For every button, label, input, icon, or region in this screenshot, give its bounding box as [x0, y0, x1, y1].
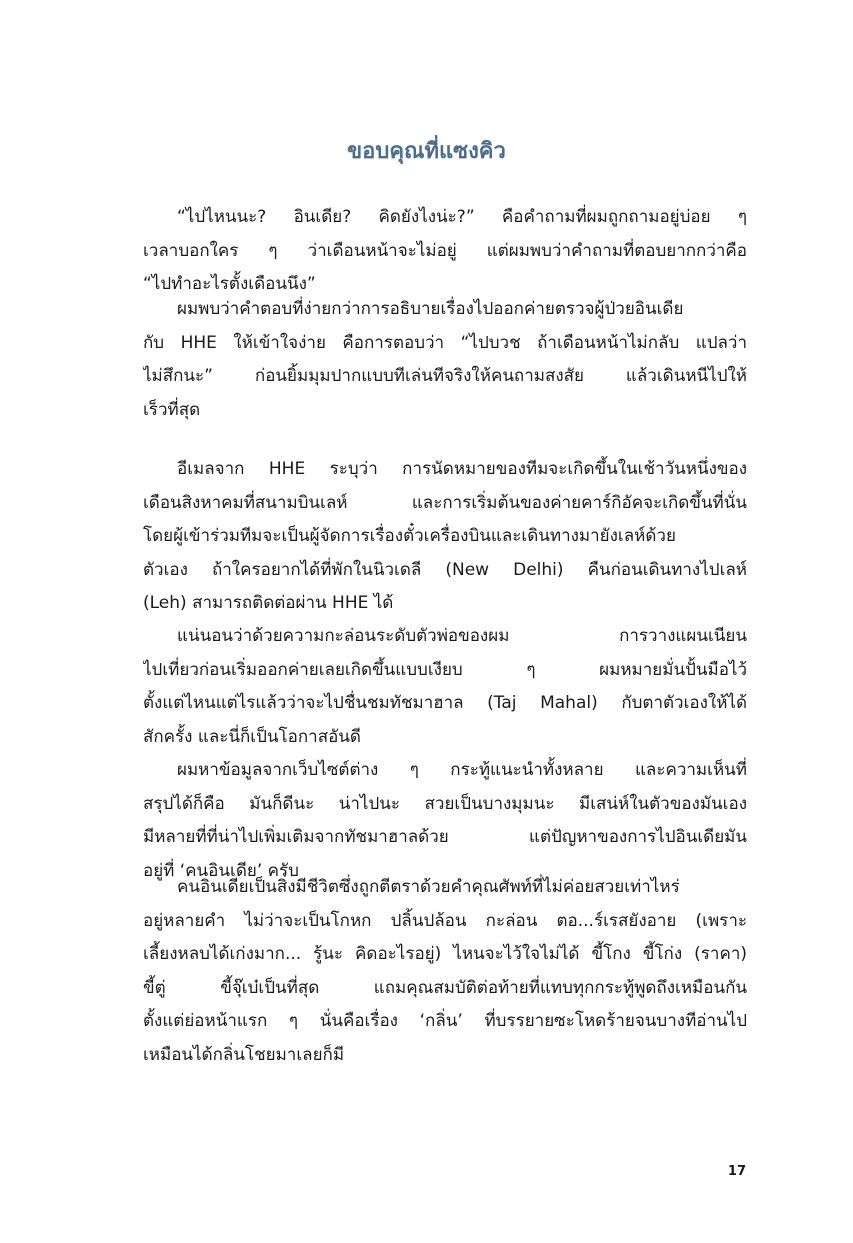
text-line: ตั้งแต่ไหนแต่ไรแล้วว่าจะไปชื่นชมทัชมาฮาล (Taj Mahal) กับตาตัวเองให้ได้ [143, 693, 747, 713]
text-line: อยู่หลายคำ ไม่ว่าจะเป็นโกหก ปลิ้นปล้อน กะล่อน ตอ...ร์เรสยังอาย (เพราะ [143, 910, 747, 931]
text-line: “ไปไหนนะ? อินเดีย? คิดยังไงน่ะ?” คือคำถามที่ผมถูกถามอยู่บ่อย ๆ [177, 207, 747, 227]
text-line: อีเมลจาก HHE ระบุว่า การนัดหมายของทีมจะเกิดขึ้นในเช้าวันหนึ่งของ [177, 459, 747, 479]
text-line: สักครั้ง และนี่ก็เป็นโอกาสอันดี [143, 726, 361, 747]
text-line: ผมพบว่าคำตอบที่ง่ายกว่าการอธิบายเรื่องไปออกค่ายตรวจผู้ป่วยอินเดีย [177, 299, 684, 319]
text-line: ไปเที่ยวก่อนเริ่มออกค่ายเลยเกิดขึ้นแบบเงียบ ๆ ผมหมายมั่นปั้นมือไว้ [143, 659, 747, 680]
text-line: แน่นอนว่าด้วยความกะล่อนระดับตัวพ่อของผม การวางแผนเนียน [177, 626, 747, 646]
paragraph-2 [143, 293, 747, 427]
text-line: มีหลายที่ที่น่าไปเพิ่มเติมจากทัชมาฮาลด้วย แต่ปัญหาของการไปอินเดียมัน [143, 827, 747, 847]
text-line: ตั้งแต่ย่อหน้าแรก ๆ นั่นคือเรื่อง ‘กลิ่น’ ที่บรรยายซะโหดร้ายจนบางทีอ่านไป [143, 1011, 747, 1031]
paragraph-6 [143, 871, 747, 1072]
text-line: “ไปทำอะไรตั้งเดือนนึง” [143, 274, 316, 294]
text-line: ขี้ตู่ ขี้จุ๊เบ๋เป็นที่สุด แถมคุณสมบัติต่อท้ายที่แทบทุกกระทู้พูดถึงเหมือนกัน [143, 977, 747, 998]
text-line: เลี้ยงหลบได้เก่งมาก... รู้นะ คิดอะไรอยู่) ไหนจะไว้ใจไม่ได้ ขี้โกง ขี้โก่ง (ราคา) [143, 944, 747, 964]
text-line: อยู่ที่ ‘คนอินเดีย’ ครับ [143, 860, 299, 881]
text-line: เดือนสิงหาคมที่สนามบินเลห์ และการเริ่มต้นของค่ายคาร์กิอัคจะเกิดขึ้นที่นั่น [143, 492, 747, 513]
text-line: (Leh) สามารถติดต่อผ่าน HHE ได้ [143, 593, 394, 613]
paragraph-4 [143, 620, 747, 754]
text-line: เหมือนได้กลิ่นโชยมาเลยก็มี [143, 1044, 345, 1065]
paragraph-1 [143, 201, 747, 302]
text-line: ผมหาข้อมูลจากเว็บไซต์ต่าง ๆ กระทู้แนะนำทั้งหลาย และความเห็นที่ [177, 760, 747, 780]
chapter-title: ขอบคุณที่แซงคิว [347, 139, 506, 164]
paragraph-5 [143, 754, 747, 888]
page-number: 17 [727, 1164, 746, 1179]
text-line: เวลาบอกใคร ๆ ว่าเดือนหน้าจะไม่อยู่ แต่ผมพบว่าคำถามที่ตอบยากกว่าคือ [143, 240, 747, 261]
paragraph-3 [143, 453, 747, 621]
text-line: ไม่สึกนะ” ก่อนยิ้มมุมปากแบบทีเล่นทีจริงให้คนถามสงสัย แล้วเดินหนีไปให้ [143, 366, 747, 386]
text-line: กับ HHE ให้เข้าใจง่าย คือการตอบว่า “ไปบวช ถ้าเดือนหน้าไม่กลับ แปลว่า [143, 332, 747, 353]
text-line: ตัวเอง ถ้าใครอยากได้ที่พักในนิวเดลี (New Delhi) คืนก่อนเดินทางไปเลห์ [143, 559, 747, 580]
text-line: เร็วที่สุด [143, 399, 201, 420]
text-line: สรุปได้ก็คือ มันก็ดีนะ น่าไปนะ สวยเป็นบางมุมนะ มีเสน่ห์ในตัวของมันเอง [143, 793, 747, 814]
text-line: คนอินเดียเป็นสิ่งมีชีวิตซึ่งถูกตีตราด้วยคำคุณศัพท์ที่ไม่ค่อยสวยเท่าไหร่ [177, 877, 680, 897]
text-line: โดยผู้เข้าร่วมทีมจะเป็นผู้จัดการเรื่องตั๋วเครื่องบินและเดินทางมายังเลห์ด้วย [143, 526, 676, 546]
